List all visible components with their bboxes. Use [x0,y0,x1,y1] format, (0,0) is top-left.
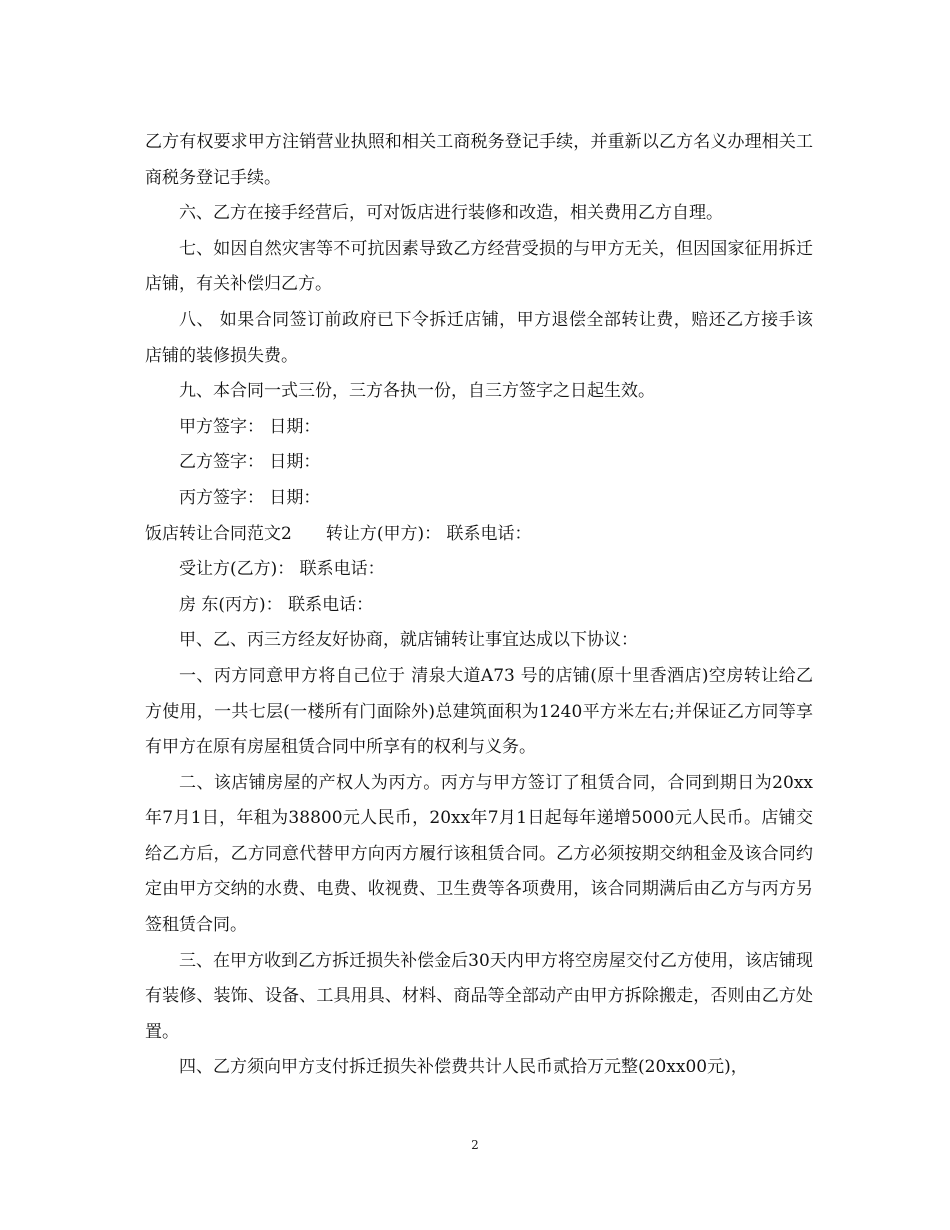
paragraph: 六、乙方在接手经营后，可对饭店进行装修和改造，相关费用乙方自理。 [179,203,723,224]
paragraph: 乙方签字： 日期： [179,452,321,473]
page-number: 2 [471,1138,479,1152]
paragraph: 九、本合同一式三份，三方各执一份，自三方签字之日起生效。 [179,381,655,402]
paragraph: 四、乙方须向甲方支付拆迁损失补偿费共计人民币贰拾万元整(20xx00元)， [179,1057,748,1078]
paragraph: 二、该店铺房屋的产权人为丙方。丙方与甲方签订了租赁合同，合同到期日为20xx年7月1日，年租为38800元人民币，20xx年7月1日起每年递增5000元人民币。店铺交给乙方后，乙方同意代替甲方向丙方履行该租赁合同。乙方必须按期交纳租金及该合同约定由甲方交纳的水费、电费、收视费、卫生费等各项费用，该合同期满后由乙方与丙方另签租赁合同。 [145,772,813,936]
paragraph: 乙方有权要求甲方注销营业执照和相关工商税务登记手续，并重新以乙方名义办理相关工商税务登记手续。 [145,132,813,188]
paragraph: 甲、乙、丙三方经友好协商，就店铺转让事宜达成以下协议： [179,630,638,651]
paragraph: 丙方签字： 日期： [179,487,321,508]
paragraph: 甲方签字： 日期： [179,416,321,437]
paragraph: 三、在甲方收到乙方拆迁损失补偿金后30天内甲方将空房屋交付乙方使用，该店铺现有装修、装饰、设备、工具用具、材料、商品等全部动产由甲方拆除搬走，否则由乙方处置。 [145,950,813,1042]
paragraph: 八、 如果合同签订前政府已下令拆迁店铺，甲方退偿全部转让费，赔还乙方接手该店铺的装修损失费。 [145,309,813,366]
document-body [145,125,813,1086]
paragraph: 房 东(丙方)： 联系电话： [179,594,374,615]
paragraph: 七、如因自然灾害等不可抗因素导致乙方经营受损的与甲方无关，但因国家征用拆迁店铺，有关补偿归乙方。 [145,238,813,295]
paragraph: 一、丙方同意甲方将自己位于 清泉大道A73 号的店铺(原十里香酒店)空房转让给乙方使用，一共七层(一楼所有门面除外)总建筑面积为1240平方米左右;并保证乙方同等享有甲方在原有房屋租赁合同中所享有的权利与义务。 [145,665,813,758]
paragraph: 受让方(乙方)： 联系电话： [179,559,385,580]
paragraph: 饭店转让合同范文2 转让方(甲方)： 联系电话： [145,523,532,544]
